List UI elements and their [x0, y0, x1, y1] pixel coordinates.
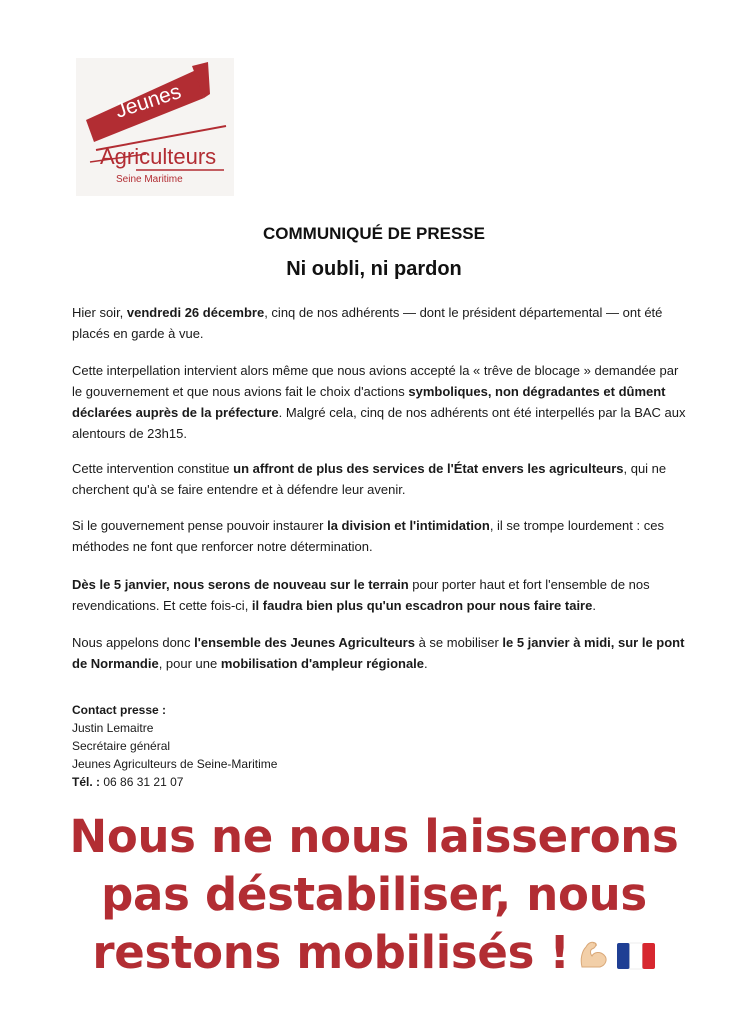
slogan [0, 808, 748, 985]
p6-bold-2: le 5 janvier à midi, sur le pont de Normandie [72, 635, 685, 671]
paragraph-1 [72, 302, 692, 344]
p6-text-a: Nous appelons donc [72, 635, 195, 650]
press-contact [72, 701, 472, 791]
page-title: Ni oubli, ni pardon [286, 258, 462, 280]
slogan-line-3-text: restons mobilisés ! [92, 926, 570, 979]
p4-text-c: , il se trompe lourdement : ces méthodes ne font que renforcer notre détermination. [72, 518, 664, 554]
contact-phone [72, 773, 472, 791]
p6-text-c: . [424, 656, 428, 671]
paragraph-4 [72, 515, 692, 557]
p4-text-a: Si le gouvernement pense pouvoir instaurer [72, 518, 328, 533]
logo-line1: Jeunes [112, 79, 184, 123]
contact-name: Justin Lemaitre [72, 721, 154, 735]
paragraph-6 [72, 632, 692, 674]
ja-logo [76, 58, 234, 196]
p3-bold-1: un affront de plus des services de l'État envers les agriculteurs [233, 461, 624, 476]
p5-bold-2: il faudra bien plus qu'un escadron pour nous faire taire [251, 598, 593, 613]
flexed-biceps-icon [576, 927, 610, 985]
slogan-line-2: pas déstabiliser, nous [101, 868, 647, 921]
p5-text-a: pour porter haut et fort l'ensemble de nos revendications. Et cette fois-ci, [72, 577, 650, 613]
contact-role: Secrétaire général [72, 739, 171, 753]
paragraph-3 [72, 458, 692, 500]
paragraph-5 [72, 574, 692, 616]
ja-logo-graphic [76, 58, 234, 196]
phone-label: Tél. : [72, 775, 101, 789]
p6-text-m: à se mobiliser [414, 635, 503, 650]
p6-bold-1: l'ensemble des Jeunes Agriculteurs [194, 635, 415, 650]
p6-text-n: , pour une [158, 656, 221, 671]
p2-text-c: . Malgré cela, cinq de nos adhérents ont été interpellés par la BAC aux alentours de 23h15. [72, 405, 686, 441]
slogan-line-1: Nous ne nous laisserons [69, 810, 679, 863]
paragraph-2 [72, 360, 692, 444]
slogan-line-3 [0, 924, 748, 985]
p5-bold-1: Dès le 5 janvier, nous serons de nouveau sur le terrain [72, 577, 409, 592]
p2-text-a: Cette interpellation intervient alors même que nous avions accepté la « trêve de blocage » demandée par le gouvernement et que nous avions fait le choix d'actions [72, 363, 679, 399]
contact-org: Jeunes Agriculteurs de Seine-Maritime [72, 757, 278, 771]
p1-bold-1: vendredi 26 décembre [126, 305, 265, 320]
p6-bold-3: mobilisation d'ampleur régionale [220, 656, 425, 671]
p1-text-a: Hier soir, [72, 305, 127, 320]
p5-text-c: . [592, 598, 596, 613]
france-flag-icon [616, 927, 656, 985]
logo-line2: Agriculteurs [100, 144, 217, 169]
logo-line3: Seine Maritime [116, 174, 183, 185]
p3-text-c: , qui ne cherchent qu'à se faire entendre et à défendre leur avenir. [72, 461, 667, 497]
contact-label: Contact presse : [72, 703, 167, 717]
p2-bold-1: symboliques, non dégradantes et dûment déclarées auprès de la préfecture [72, 384, 666, 420]
phone-number: 06 86 31 21 07 [100, 775, 184, 789]
p4-bold-1: la division et l'intimidation [327, 518, 490, 533]
press-release-label: COMMUNIQUÉ DE PRESSE [263, 224, 485, 243]
p3-text-a: Cette intervention constitue [72, 461, 234, 476]
p1-text-c: , cinq de nos adhérents — dont le président départemental — ont été placés en garde à vue. [72, 305, 663, 341]
